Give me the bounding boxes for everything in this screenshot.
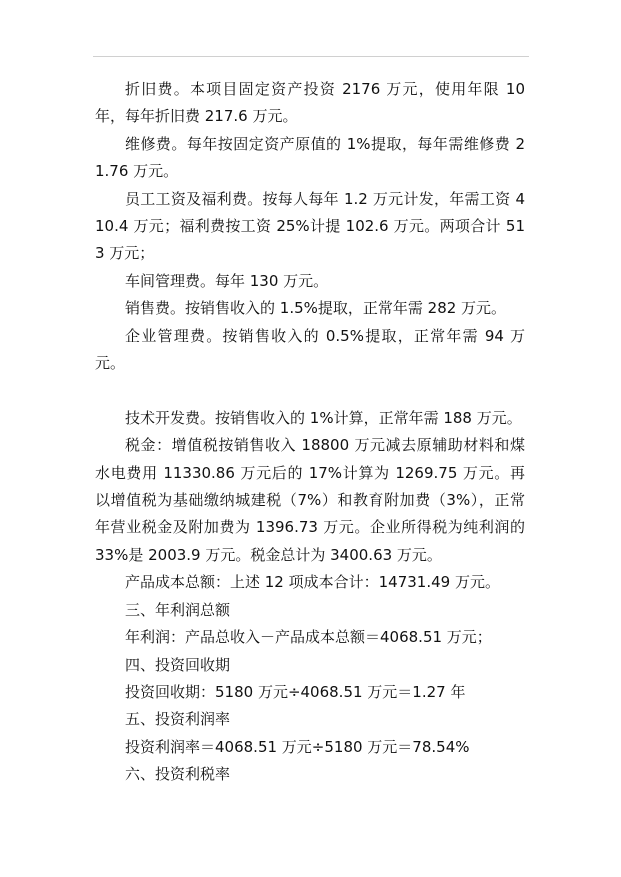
paragraph-taxes: 税金：增值税按销售收入 18800 万元减去原辅助材料和煤水电费用 11330.86 万元后的 17%计算为 1269.75 万元。再以增值税为基础缴纳城建税（7%）和教育附加费（3%），正常年营业税金及附加费为 1396.73 万元。企业所得税为纯利润的 33%是 2003.9 万元。税金总计为 3400.63 万元。 [95,436,525,564]
paragraph-enterprise-management: 企业管理费。按销售收入的 0.5%提取，正常年需 94 万元。 [95,326,525,373]
paragraph-roi: 投资利润率＝4068.51 万元÷5180 万元＝78.54% [125,737,470,756]
section-heading-annual-profit: 三、年利润总额 [125,600,231,619]
document-body [95,76,525,789]
paragraph-wages-benefits: 员工工资及福利费。按每人每年 1.2 万元计发，年需工资 410.4 万元；福利费按工资 25%计提 102.6 万元。两项合计 513 万元； [95,189,525,263]
paragraph-rd-expense: 技术开发费。按销售收入的 1%计算，正常年需 188 万元。 [125,408,522,427]
paragraph-total-cost: 产品成本总额：上述 12 项成本合计：14731.49 万元。 [125,573,500,592]
header-divider [93,56,529,57]
paragraph-depreciation: 折旧费。本项目固定资产投资 2176 万元，使用年限 10 年，每年折旧费 217.6 万元。 [95,80,525,126]
paragraph-workshop-management: 车间管理费。每年 130 万元。 [125,271,329,290]
section-heading-roi: 五、投资利润率 [125,710,231,729]
paragraph-maintenance: 维修费。每年按固定资产原值的 1%提取，每年需维修费 21.76 万元。 [95,134,525,181]
paragraph-sales-expense: 销售费。按销售收入的 1.5%提取，正常年需 282 万元。 [125,299,507,318]
blank-line [95,377,525,404]
section-heading-payback: 四、投资回收期 [125,655,231,674]
paragraph-payback: 投资回收期：5180 万元÷4068.51 万元＝1.27 年 [125,682,466,701]
paragraph-annual-profit: 年利润：产品总收入－产品成本总额＝4068.51 万元； [125,628,492,647]
section-heading-profit-tax-rate: 六、投资利税率 [125,765,231,784]
